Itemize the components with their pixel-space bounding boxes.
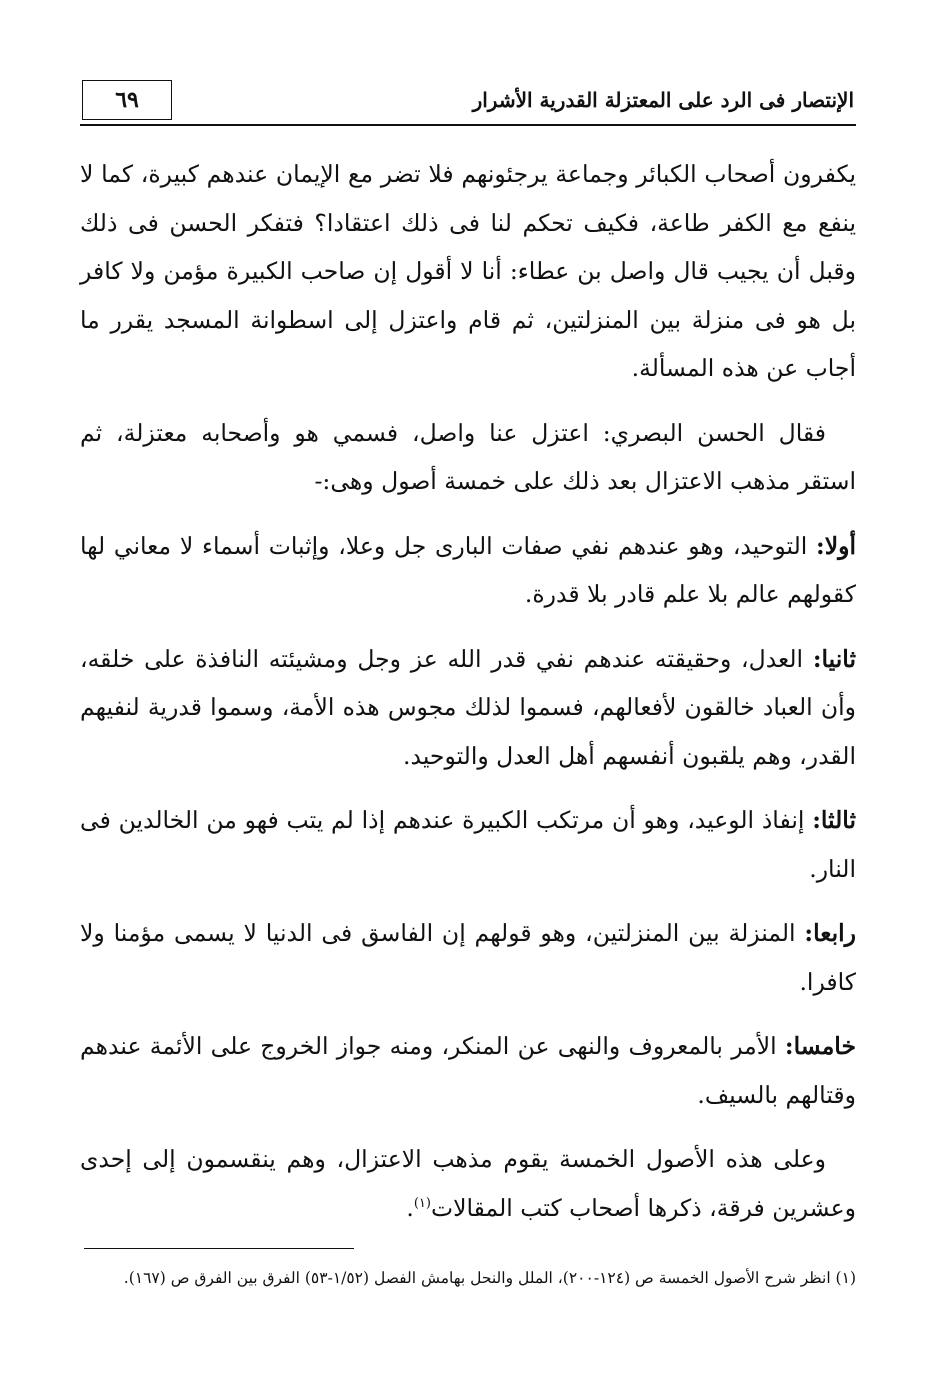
header-rule — [80, 124, 856, 126]
principle-lead: أولا: — [816, 531, 856, 560]
principle-fourth — [80, 909, 856, 1006]
footnote: (١) انظر شرح الأصول الخمسة ص (١٢٤-٢٠٠)، الملل والنحل بهامش الفصل (١/٥٢-٥٣) الفرق بين الفرق ص (١٦٧). — [123, 1269, 856, 1287]
principle-third — [80, 796, 856, 893]
paragraph-text: يكفرون أصحاب الكبائر وجماعة يرجئونهم فلا تضر مع الإيمان عندهم كبيرة، كما لا ينفع مع الكفر طاعة، فكيف تحكم لنا فى ذلك اعتقادا؟ فتفكر الحسن فى ذلك وقبل أن يجيب قال واصل بن عطاء: أنا لا أقول إن صاحب الكبيرة مؤمن ولا كافر بل هو فى منزلة بين المنزلتين، ثم قام واعتزل إلى اسطوانة المسجد يقرر ما أجاب عن هذه المسألة. — [80, 160, 856, 382]
paragraph-conclusion — [80, 1135, 856, 1232]
footnote-rule — [84, 1248, 354, 1249]
principle-lead: رابعا: — [804, 919, 856, 947]
footnote-reference[interactable]: (١) — [413, 1195, 431, 1211]
page-body — [80, 150, 856, 1232]
running-title: الإنتصار فى الرد على المعتزلة القدرية الأشرار — [472, 88, 854, 112]
principle-fifth — [80, 1022, 856, 1119]
principle-lead: ثالثا: — [812, 806, 856, 834]
page-header — [80, 70, 856, 126]
paragraph-tail: . — [406, 1193, 414, 1222]
paragraph-text: فقال الحسن البصري: اعتزل عنا واصل، فسمي هو وأصحابه معتزلة، ثم استقر مذهب الاعتزال بعد ذلك على خمسة أصول وهى:- — [80, 418, 856, 495]
principle-text: الأمر بالمعروف والنهى عن المنكر، ومنه جواز الخروج على الأئمة عندهم وقتالهم بالسيف. — [80, 1032, 856, 1109]
paragraph-text: وعلى هذه الأصول الخمسة يقوم مذهب الاعتزال، وهم ينقسمون إلى إحدى وعشرين فرقة، ذكرها أصحاب كتب المقالات — [80, 1145, 856, 1222]
principle-text: المنزلة بين المنزلتين، وهو قولهم إن الفاسق فى الدنيا لا يسمى مؤمنا ولا كافرا. — [80, 919, 856, 996]
principle-text: العدل، وحقيقته عندهم نفي قدر الله عز وجل ومشيئته النافذة على خلقه، وأن العباد خالقون لأفعالهم، فسموا لذلك مجوس هذه الأمة، وسموا قدرية لنفيهم القدر، وهم يلقبون أنفسهم أهل العدل والتوحيد. — [80, 644, 856, 770]
page-number: ٦٩ — [82, 80, 172, 120]
principle-text: إنفاذ الوعيد، وهو أن مرتكب الكبيرة عندهم إذا لم يتب فهو من الخالدين فى النار. — [80, 806, 856, 883]
principle-first — [80, 522, 856, 619]
paragraph-hasan-basri — [80, 409, 856, 506]
principle-lead: خامسا: — [784, 1032, 856, 1060]
book-page — [80, 70, 856, 1360]
principle-text: التوحيد، وهو عندهم نفي صفات البارى جل وعلا، وإثبات أسماء لا معاني لها كقولهم عالم بلا علم قادر بلا قدرة. — [80, 531, 856, 608]
principle-lead: ثانيا: — [812, 644, 856, 673]
paragraph-intro — [80, 150, 856, 393]
principle-second — [80, 635, 856, 781]
